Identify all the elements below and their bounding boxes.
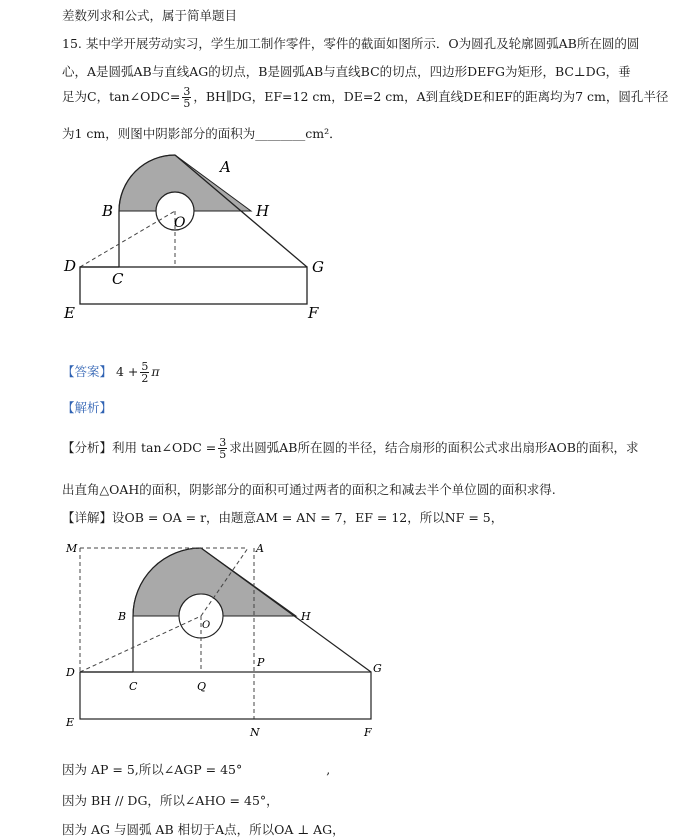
label-E: E xyxy=(64,304,75,322)
problem-number: 15. xyxy=(62,36,82,51)
answer-pre: 4 + xyxy=(116,364,139,379)
label-O-2: O xyxy=(202,620,211,631)
intro-line: 差数列求和公式，属于简单题目 xyxy=(62,8,238,23)
problem-line-4: 为1 cm，则图中阴影部分的面积为________cm²． xyxy=(62,126,342,141)
label-F: F xyxy=(308,304,319,322)
step-2: 因为 BH // DG，所以∠AHO = 45°， xyxy=(62,793,279,808)
label-H-2: H xyxy=(301,610,311,623)
label-G-2: G xyxy=(373,662,382,675)
label-B-2: B xyxy=(118,610,127,623)
dashed-DO-2 xyxy=(80,616,201,672)
fenxi-line-2: 出直角△OAH的面积，阴影部分的面积可通过两者的面积之和减去半个单位圆的面积求得. xyxy=(62,482,556,497)
label-A: A xyxy=(220,158,231,176)
answer-pi: π xyxy=(151,364,160,379)
label-D-2: D xyxy=(66,666,75,679)
step-3: 因为 AG 与圆弧 AB 相切于A点，所以OA ⊥ AG， xyxy=(62,822,345,837)
detail-text: 设OB = OA = r，由题意AM = AN = 7，EF = 12，所以NF = 5， xyxy=(112,510,504,525)
step-1-comma: , xyxy=(326,762,331,777)
dashed-DO xyxy=(80,211,175,267)
answer-fraction: $\frac{5}{2}$ xyxy=(141,360,149,385)
fenxi-text-pre: 利用 tan∠ODC = xyxy=(112,440,217,455)
fenxi-tag: 【分析】 xyxy=(62,440,113,455)
problem-text-3-post: ，BH∥DG，EF=12 cm，DE=2 cm，A到直线DE和EF的距离均为7 cm，圆孔半径 xyxy=(193,89,669,104)
label-C: C xyxy=(112,270,124,288)
rect-DEFG-2 xyxy=(80,672,371,719)
label-H: H xyxy=(256,202,270,220)
fenxi-text-post: 求出圆弧AB所在圆的半径，结合扇形的面积公式求出扇形AOB的面积，求 xyxy=(229,440,639,455)
label-O: O xyxy=(174,215,186,231)
problem-text-1: 某中学开展劳动实习，学生加工制作零件，零件的截面如图所示．O为圆孔及轮廓圆弧AB所在圆的圆 xyxy=(85,36,640,51)
label-Q: Q xyxy=(197,680,207,693)
answer-line xyxy=(62,361,160,384)
label-D: D xyxy=(64,257,77,275)
tan-fraction: $\frac{3}{5}$ xyxy=(183,85,191,110)
problem-line-2: 心，A是圆弧AB与直线AG的切点，B是圆弧AB与直线BC的切点，四边形DEFG为矩形，BC⊥DG，垂 xyxy=(62,64,631,79)
label-M: M xyxy=(66,542,78,555)
problem-line-1 xyxy=(62,34,639,52)
figure-2 xyxy=(60,540,390,740)
label-A-2: A xyxy=(256,542,264,555)
detail-tag: 【详解】 xyxy=(62,510,113,525)
problem-line-3 xyxy=(62,86,668,109)
label-P: P xyxy=(257,656,265,669)
problem-text-3-pre: 足为C，tan∠ODC= xyxy=(62,89,181,104)
fenxi-fraction: $\frac{3}{5}$ xyxy=(219,436,227,461)
label-F-2: F xyxy=(364,726,372,739)
analysis-tag: 【解析】 xyxy=(62,400,113,415)
analysis-heading xyxy=(62,398,112,416)
answer-tag: 【答案】 xyxy=(62,364,113,379)
detail-line xyxy=(62,508,503,526)
figure-1 xyxy=(60,150,350,325)
label-C-2: C xyxy=(129,680,138,693)
step-1: 因为 AP = 5,所以∠AGP = 45° , xyxy=(62,762,331,777)
label-E-2: E xyxy=(66,716,75,729)
label-B: B xyxy=(102,202,114,220)
fenxi-line-1 xyxy=(62,437,638,460)
label-N: N xyxy=(250,726,260,739)
label-G: G xyxy=(312,258,324,276)
